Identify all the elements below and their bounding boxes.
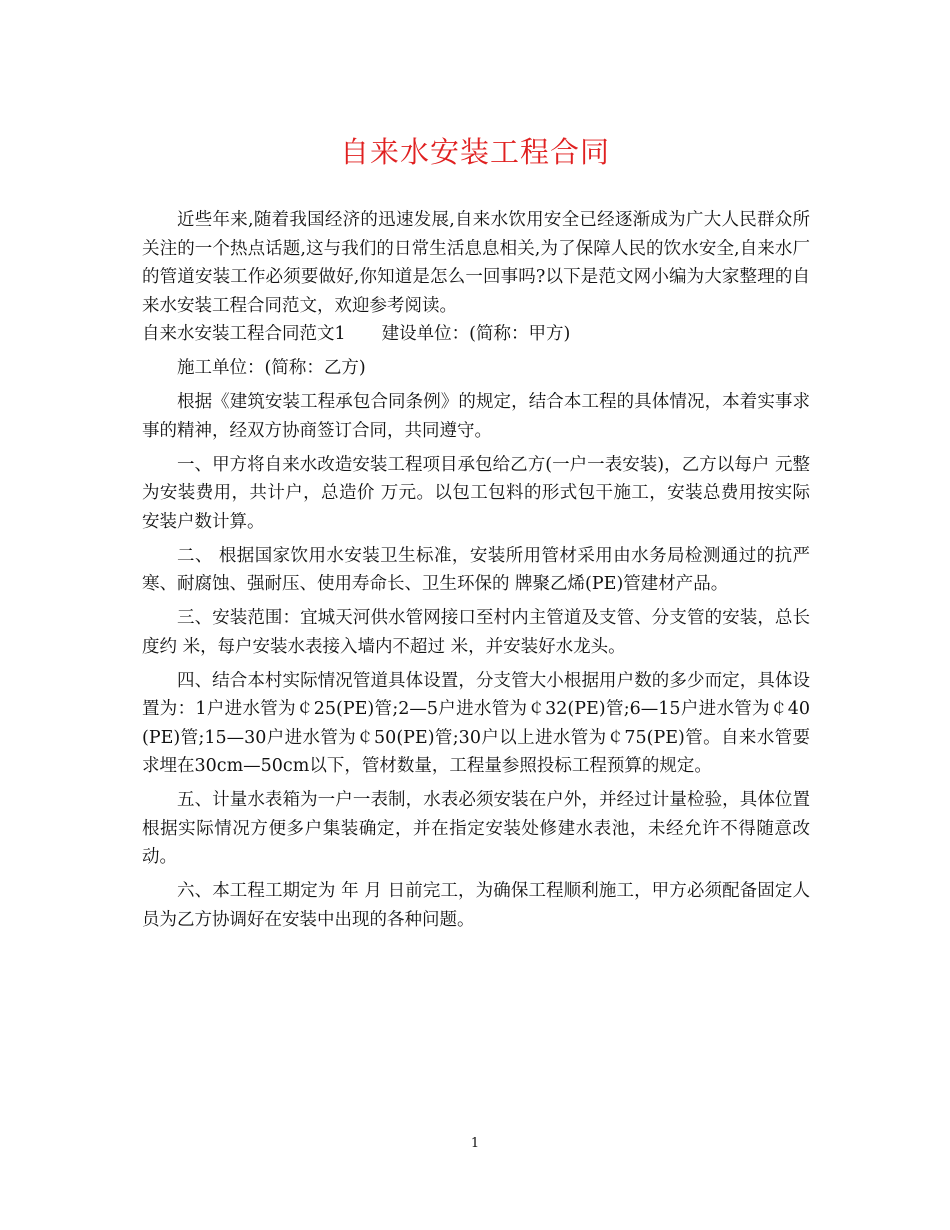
paragraph-6: 六、本工程工期定为 年 月 日前完工，为确保工程顺利施工，甲方必须配备固定人员为乙方协调好在安装中出现的各种问题。 [142,881,810,930]
party-a-label: 建设单位：(简称：甲方) [381,324,571,344]
document-title: 自来水安装工程合同 [339,135,610,169]
paragraph-1: 一、甲方将自来水改造安装工程项目承包给乙方(一户一表安装)，乙方以每户 元整为安装费用，共计户，总造价 万元。以包工包料的形式包干施工，安装总费用按实际安装户数计算。 [142,454,810,532]
section-heading: 自来水安装工程合同范文1 [142,324,346,344]
paragraph-2: 二、 根据国家饮用水安装卫生标准，安装所用管材采用由水务局检测通过的抗严寒、耐腐蚀、强耐压、使用寿命长、卫生环保的 牌聚乙烯(PE)管建材产品。 [142,545,810,594]
intro-paragraph: 近些年来,随着我国经济的迅速发展,自来水饮用安全已经逐渐成为广大人民群众所关注的一个热点话题,这与我们的日常生活息息相关,为了保障人民的饮水安全,自来水厂的管道安装工作必须要做好,你知道是怎么一回事吗?以下是范文网小编为大家整理的自来水安装工程合同范文，欢迎参考阅读。 [142,210,810,316]
document-body [142,206,810,940]
section-heading-line [142,320,810,349]
paragraph-5: 五、计量水表箱为一户一表制，水表必须安装在户外，并经过计量检验，具体位置根据实际情况方便多户集装确定，并在指定安装处修建水表池，未经允许不得随意改动。 [142,790,810,867]
party-b-label: 施工单位：(简称：乙方) [177,358,366,378]
page-number: 1 [470,1136,480,1151]
paragraph-4: 四、结合本村实际情况管道具体设置，分支管大小根据用户数的多少而定，具体设置为：1户进水管为￠25(PE)管;2—5户进水管为￠32(PE)管;6—15户进水管为￠40(PE)管;15—30户进水管为￠50(PE)管;30户以上进水管为￠75(PE)管。自来水管要求埋在30cm—50cm以下，管材数量，工程量参照投标工程预算的规定。 [142,670,810,776]
paragraph-0: 根据《建筑安装工程承包合同条例》的规定，结合本工程的具体情况，本着实事求事的精神，经双方协商签订合同，共同遵守。 [142,392,810,441]
paragraph-3: 三、安装范围：宜城天河供水管网接口至村内主管道及支管、分支管的安装，总长度约 米，每户安装水表接入墙内不超过 米，并安装好水龙头。 [142,608,810,657]
